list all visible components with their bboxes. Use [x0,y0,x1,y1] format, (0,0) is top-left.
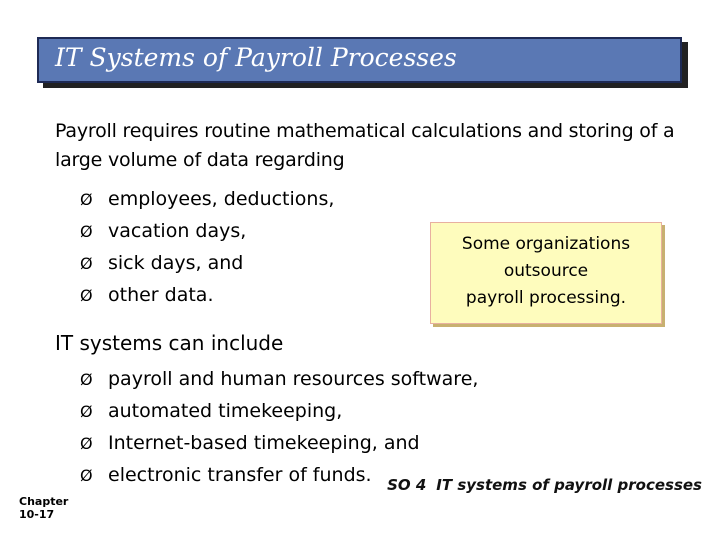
outsource-callout [430,222,662,324]
arrow-bullet-icon: Ø [80,466,93,485]
arrow-bullet-icon: Ø [80,286,93,305]
footer-topic [387,476,702,494]
arrow-bullet-icon: Ø [80,370,93,389]
callout-line: payroll processing. [465,288,627,308]
arrow-bullet-icon: Ø [80,434,93,453]
list-item: Ø electronic transfer of funds. [80,464,372,486]
arrow-bullet-icon: Ø [80,190,93,209]
list-item: Ø automated timekeeping, [80,400,343,422]
arrow-bullet-icon: Ø [80,222,93,241]
callout-line: Some organizations [461,234,631,254]
list-item: Ø sick days, and [80,252,244,274]
arrow-bullet-icon: Ø [80,254,93,273]
list-item: Ø Internet-based timekeeping, and [80,432,420,454]
section-heading: IT systems can include [55,331,284,355]
arrow-bullet-icon: Ø [80,402,93,421]
topic-label: IT systems of payroll processes [436,476,702,494]
list-item: Ø vacation days, [80,220,247,242]
slide-title: IT Systems of Payroll Processes [55,43,457,72]
callout-line: outsource [503,261,589,281]
intro-paragraph: Payroll requires routine mathematical calculations and storing of a large volume of data regarding [55,120,675,171]
list-item: Ø payroll and human resources software, [80,368,479,390]
study-objective-label: SO 4 [387,476,427,494]
list-item: Ø employees, deductions, [80,188,335,210]
chapter-label: Chapter 10-17 [19,495,69,521]
list-item: Ø other data. [80,284,214,306]
title-bar [37,37,682,83]
